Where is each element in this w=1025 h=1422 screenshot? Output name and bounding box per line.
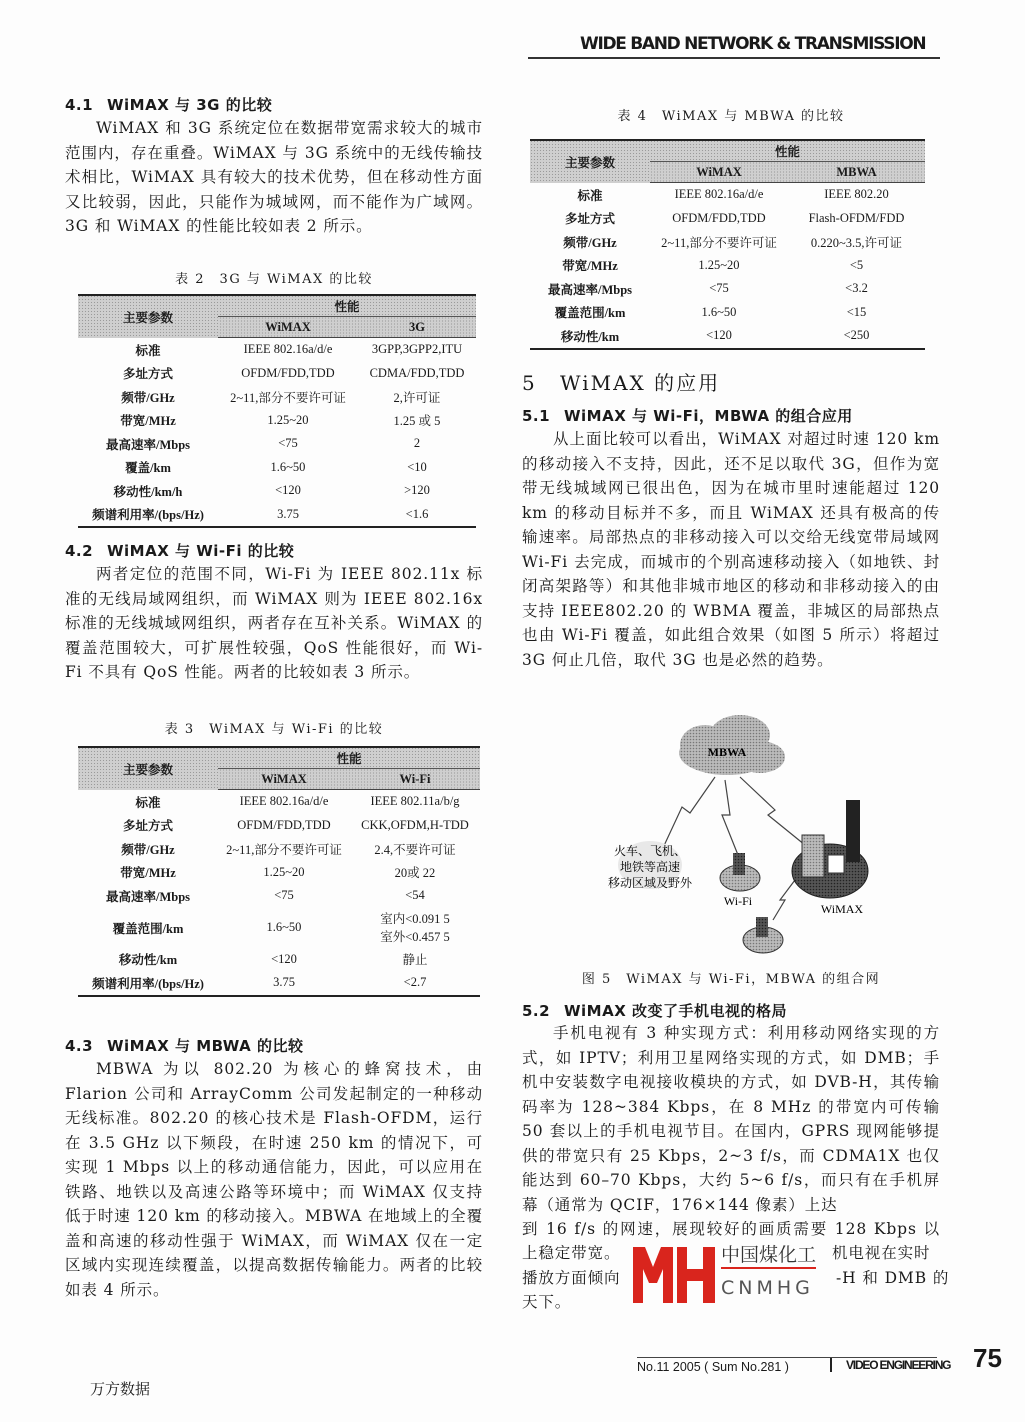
value-cell: <1.6 [405, 506, 429, 521]
value-cell: 1.6~50 [270, 459, 306, 474]
col-header-a: WiMAX [218, 769, 350, 790]
value-cell: 2~11,部分不要许可证 [661, 235, 777, 250]
section-number: 5.1 [522, 407, 551, 425]
value-cell: 3GPP,3GPP2,ITU [371, 342, 463, 357]
table-row [78, 456, 476, 480]
value-cell: 1.6~50 [266, 920, 302, 934]
param-cell: 最高速率/Mbps [547, 282, 633, 297]
value-cell: 3.75 [277, 506, 299, 521]
param-cell: 最高速率/Mbps [105, 437, 191, 452]
mobile-area-label: 地铁等高速 [619, 860, 681, 874]
table-row [530, 277, 925, 301]
col-header-param: 主要参数 [122, 310, 173, 325]
section-4-3-paragraph: MBWA 为以 802.20 为核心的蜂窝技术，由 Flarion 公司和 ArrayComm 公司发起制定的一种移动无线标准。802.20 的核心技术是 Flash-OFDM，运行在 3.5 GHz 以下频段，在时速 250 km 的情况下，可实现 1 Mbps 以上的移动通信能力，因此，可以应用在铁路、地铁以及高速公路等环境中；而 WiMAX 仅支持低于时速 120 km 的移动接入。MBWA 在地域上的全覆盖和高速的移动性强于 WiMAX，而 WiMAX 仅在一定区域内实现连续覆盖，以提高数据传输能力。两者的比较如表 4 所示。 [65, 1060, 483, 1299]
section-5-2-fragment: 天下。 [522, 1293, 572, 1311]
col-header-b: MBWA [788, 162, 925, 183]
param-cell: 标准 [135, 795, 161, 810]
section-5-2-fragment: -H 和 DMB 的 [836, 1269, 950, 1287]
table-row [78, 884, 480, 908]
table-4-caption: 表 4 WiMAX 与 MBWA 的比较 [617, 109, 845, 124]
value-cell: 3.75 [273, 975, 295, 990]
value-cell: Flash-OFDM/FDD [808, 210, 905, 225]
col-header-param: 主要参数 [564, 155, 615, 170]
section-5-2-fragment: 播放方面倾向 [522, 1269, 621, 1287]
section-5-2-heading [522, 1000, 787, 1021]
value-cell: 2~11,部分不要许可证 [226, 842, 342, 857]
param-cell: 移动性/km/h [113, 484, 183, 499]
section-title: WiMAX 与 Wi-Fi 的比较 [107, 542, 295, 560]
section-5-2-line: 到 16 f/s 的网速，展现较好的画质需要 128 Kbps 以 [522, 1220, 940, 1238]
param-cell: 移动性/km [560, 329, 620, 344]
source-label: 万方数据 [90, 1380, 151, 1398]
value-cell: IEEE 802.16a/d/e [243, 342, 333, 357]
table-2 [78, 294, 476, 528]
value-cell: <75 [278, 436, 298, 451]
value-cell: CKK,OFDM,H-TDD [361, 817, 469, 832]
table-row [78, 814, 480, 838]
section-title: WiMAX 改变了手机电视的格局 [564, 1002, 788, 1020]
table-row [78, 432, 476, 456]
value-cell: OFDM/FDD,TDD [237, 817, 331, 832]
param-cell: 频带/GHz [121, 390, 175, 405]
table-2-caption: 表 2 3G 与 WiMAX 的比较 [175, 272, 373, 287]
section-title: WiMAX 与 3G 的比较 [107, 96, 273, 114]
col-header-b: 3G [358, 317, 476, 338]
value-cell: 2~11,部分不要许可证 [230, 390, 346, 405]
value-cell: 静止 [402, 953, 428, 968]
value-cell: 1.25~20 [263, 864, 305, 879]
col-header-a: WiMAX [650, 162, 788, 183]
value-cell: 室内<0.091 5 室外<0.457 5 [380, 911, 450, 944]
watermark-logo-icon [631, 1243, 717, 1305]
table-row [78, 338, 476, 362]
section-number: 4.2 [65, 542, 94, 560]
table-row [78, 503, 476, 528]
wifi-hotspot-icon [720, 853, 760, 891]
mobile-area-label: 火车、飞机、 [613, 844, 687, 858]
value-cell: <10 [407, 459, 427, 474]
param-cell: 覆盖范围/km [554, 306, 626, 321]
section-4-1-paragraph: WiMAX 和 3G 系统定位在数据带宽需求较大的城市范围内，存在重叠。WiMAX 与 3G 系统中的无线传输技术相比，WiMAX 具有较大的技术优势，但在移动性方面又比较弱，因此，只能作为城域网，而不能作为广域网。3G 和 WiMAX 的性能比较如表 2 所示。 [65, 119, 483, 235]
table-3-caption: 表 3 WiMAX 与 Wi-Fi 的比较 [164, 722, 384, 737]
value-cell: <250 [843, 328, 870, 343]
section-5-2-paragraph: 手机电视有 3 种实现方式：利用移动网络实现的方式，如 IPTV；利用卫星网络实现的方式，如 DMB；手机中安装数字电视接收模块的方式，如 DVB-H，其传输码率为 128~384 Kbps，在 8 MHz 的带宽内可传输 50 套以上的手机电视节目。在国内，GPRS 现网能够提供的带宽只有 25 Kbps，2~3 f/s，而 CDMA1X 也仅能达到 60–70 Kbps，大约 5~6 f/s，而只有在手机屏幕（通常为 QCIF，176×144 像素）上达 [522, 1024, 940, 1214]
value-cell-line2: 室外<0.457 5 [380, 929, 450, 944]
param-cell: 覆盖范围/km [112, 921, 184, 936]
param-cell: 标准 [135, 343, 161, 358]
param-cell: 频谱利用率/(bps/Hz) [92, 508, 204, 523]
value-cell: 2.4,不要许可证 [374, 842, 456, 857]
table-row [78, 971, 480, 996]
value-cell: 1.25~20 [698, 257, 740, 272]
section-5-2-fragment: 上稳定带宽。 [522, 1244, 621, 1262]
section-5-heading [522, 367, 720, 396]
value-cell: <120 [275, 483, 301, 498]
figure-5-network-diagram [590, 705, 890, 960]
value-cell: 20或 22 [394, 866, 436, 881]
section-4-3-heading [65, 1035, 303, 1056]
mobile-area-label: 移动区域及野外 [607, 876, 693, 890]
param-cell: 频谱利用率/(bps/Hz) [92, 976, 204, 991]
table-3 [78, 746, 480, 997]
wireless-link-icon [773, 880, 795, 920]
value-cell: 0.220~3.5,许可证 [810, 235, 903, 250]
param-cell: 带宽/MHz [562, 259, 618, 274]
value-cell: 1.6~50 [701, 304, 737, 319]
section-4-2-heading [65, 540, 294, 561]
col-header-a: WiMAX [218, 317, 358, 338]
wifi-label: Wi-Fi [723, 894, 753, 908]
value-cell: 1.25 或 5 [393, 414, 441, 429]
param-cell: 多址方式 [122, 367, 173, 382]
table-row [78, 837, 480, 861]
col-header-b: Wi-Fi [350, 769, 480, 790]
param-cell: 频带/GHz [121, 842, 175, 857]
value-cell: <120 [271, 951, 297, 966]
param-cell: 带宽/MHz [120, 414, 176, 429]
section-5-2-fragment: 机电视在实时 [832, 1244, 931, 1262]
watermark [631, 1243, 827, 1307]
col-header-perf: 性能 [218, 295, 476, 317]
issue-info: No.11 2005 ( Sum No.281 ) [637, 1360, 789, 1374]
param-cell: 带宽/MHz [120, 866, 176, 881]
section-4-2-paragraph: 两者定位的范围不同，Wi-Fi 为 IEEE 802.11x 标准的无线局域网组织，而 WiMAX 则为 IEEE 802.16x 标准的无线城域网组织，两者存在互补关系。WiMAX 的覆盖范围较大，可扩展性较强，QoS 性能很好，而 Wi-Fi 不具有 QoS 性能。两者的比较如表 3 所示。 [65, 565, 483, 681]
wimax-label: WiMAX [820, 902, 864, 916]
param-cell: 最高速率/Mbps [105, 889, 191, 904]
col-header-perf: 性能 [218, 747, 480, 769]
col-header-perf: 性能 [650, 140, 925, 162]
table-row [78, 362, 476, 386]
param-cell: 多址方式 [564, 212, 615, 227]
table-row [78, 409, 476, 433]
table-row [530, 207, 925, 231]
figure-5-caption: 图 5 WiMAX 与 Wi-Fi，MBWA 的组合网 [581, 972, 881, 987]
wireless-link-icon [722, 780, 738, 855]
section-5-1-heading [522, 405, 853, 426]
value-cell: <120 [706, 328, 732, 343]
value-cell: 2,许可证 [393, 390, 441, 405]
value-cell: <75 [274, 888, 294, 903]
watermark-cn: 中国煤化工 [721, 1243, 816, 1269]
journal-name: VIDEO ENGINEERING [830, 1358, 950, 1372]
section-5-1-paragraph: 从上面比较可以看出，WiMAX 对超过时速 120 km 的移动接入不支持，因此，还不足以取代 3G，但作为宽带无线城域网已很出色，因为在城市里时速能超过 120 km 的移动目标并不多，而且 WiMAX 还具有极高的传输速率。局部热点的非移动接入可以交给无线宽带局域网 Wi-Fi 去完成，而城市的个别高速移动接入（如地铁、封闭高架路等）和其他非城市地区的移动和非移动接入的由支持 IEEE802.20 的 WBMA 覆盖，非城区的局部热点也由 Wi-Fi 覆盖，如此组合效果（如图 5 所示）将超过 3G 何止几倍，取代 3G 也是必然的趋势。 [522, 430, 940, 669]
section-number: 4.3 [65, 1037, 94, 1055]
section-number: 4.1 [65, 96, 94, 114]
section-number: 5.2 [522, 1002, 551, 1020]
value-cell: CDMA/FDD,TDD [369, 365, 465, 380]
wireless-link-icon [662, 777, 715, 850]
table-row [530, 324, 925, 349]
section-title: WiMAX 与 Wi-Fi，MBWA 的组合应用 [564, 407, 853, 425]
param-cell: 多址方式 [122, 819, 173, 834]
param-cell: 频带/GHz [563, 235, 617, 250]
section-title: WiMAX 的应用 [560, 371, 721, 395]
value-cell: IEEE 802.11a/b/g [370, 794, 460, 809]
value-cell: IEEE 802.16a/d/e [239, 794, 329, 809]
value-cell: <54 [405, 888, 425, 903]
col-header-param: 主要参数 [122, 762, 173, 777]
table-row [78, 790, 480, 814]
section-4-1-heading [65, 94, 272, 115]
header-rule [528, 57, 940, 59]
section-number: 5 [522, 371, 537, 395]
param-cell: 覆盖/km [125, 461, 171, 476]
table-row [78, 479, 476, 503]
value-cell: <3.2 [845, 281, 868, 296]
wireless-link-icon [740, 777, 805, 845]
value-cell: OFDM/FDD,TDD [241, 365, 335, 380]
param-cell: 标准 [577, 188, 603, 203]
table-row [78, 385, 476, 409]
remote-hotspot-icon [743, 917, 783, 953]
value-cell: <5 [849, 257, 864, 272]
table-row [530, 230, 925, 254]
value-cell: <2.7 [403, 975, 427, 990]
watermark-en: CNMHG [721, 1277, 814, 1299]
table-row [78, 948, 480, 972]
value-cell: IEEE 802.20 [824, 187, 889, 202]
table-row [530, 183, 925, 207]
value-cell: <15 [846, 304, 867, 319]
value-cell: <75 [709, 281, 729, 296]
section-title: WiMAX 与 MBWA 的比较 [107, 1037, 304, 1055]
value-cell: 1.25~20 [267, 412, 309, 427]
table-row [530, 254, 925, 278]
page-number: 75 [973, 1343, 1002, 1373]
table-4 [530, 139, 925, 350]
table-row [78, 861, 480, 885]
value-cell: >120 [404, 483, 430, 498]
cloud-label: MBWA [707, 745, 747, 759]
value-cell: 2 [413, 436, 421, 451]
wimax-city-icon [792, 800, 868, 898]
value-cell: IEEE 802.16a/d/e [674, 187, 764, 202]
table-row [78, 908, 480, 948]
param-cell: 移动性/km [118, 953, 178, 968]
table-row [530, 301, 925, 325]
value-cell: OFDM/FDD,TDD [672, 210, 766, 225]
running-header: WIDE BAND NETWORK & TRANSMISSION [580, 34, 926, 54]
